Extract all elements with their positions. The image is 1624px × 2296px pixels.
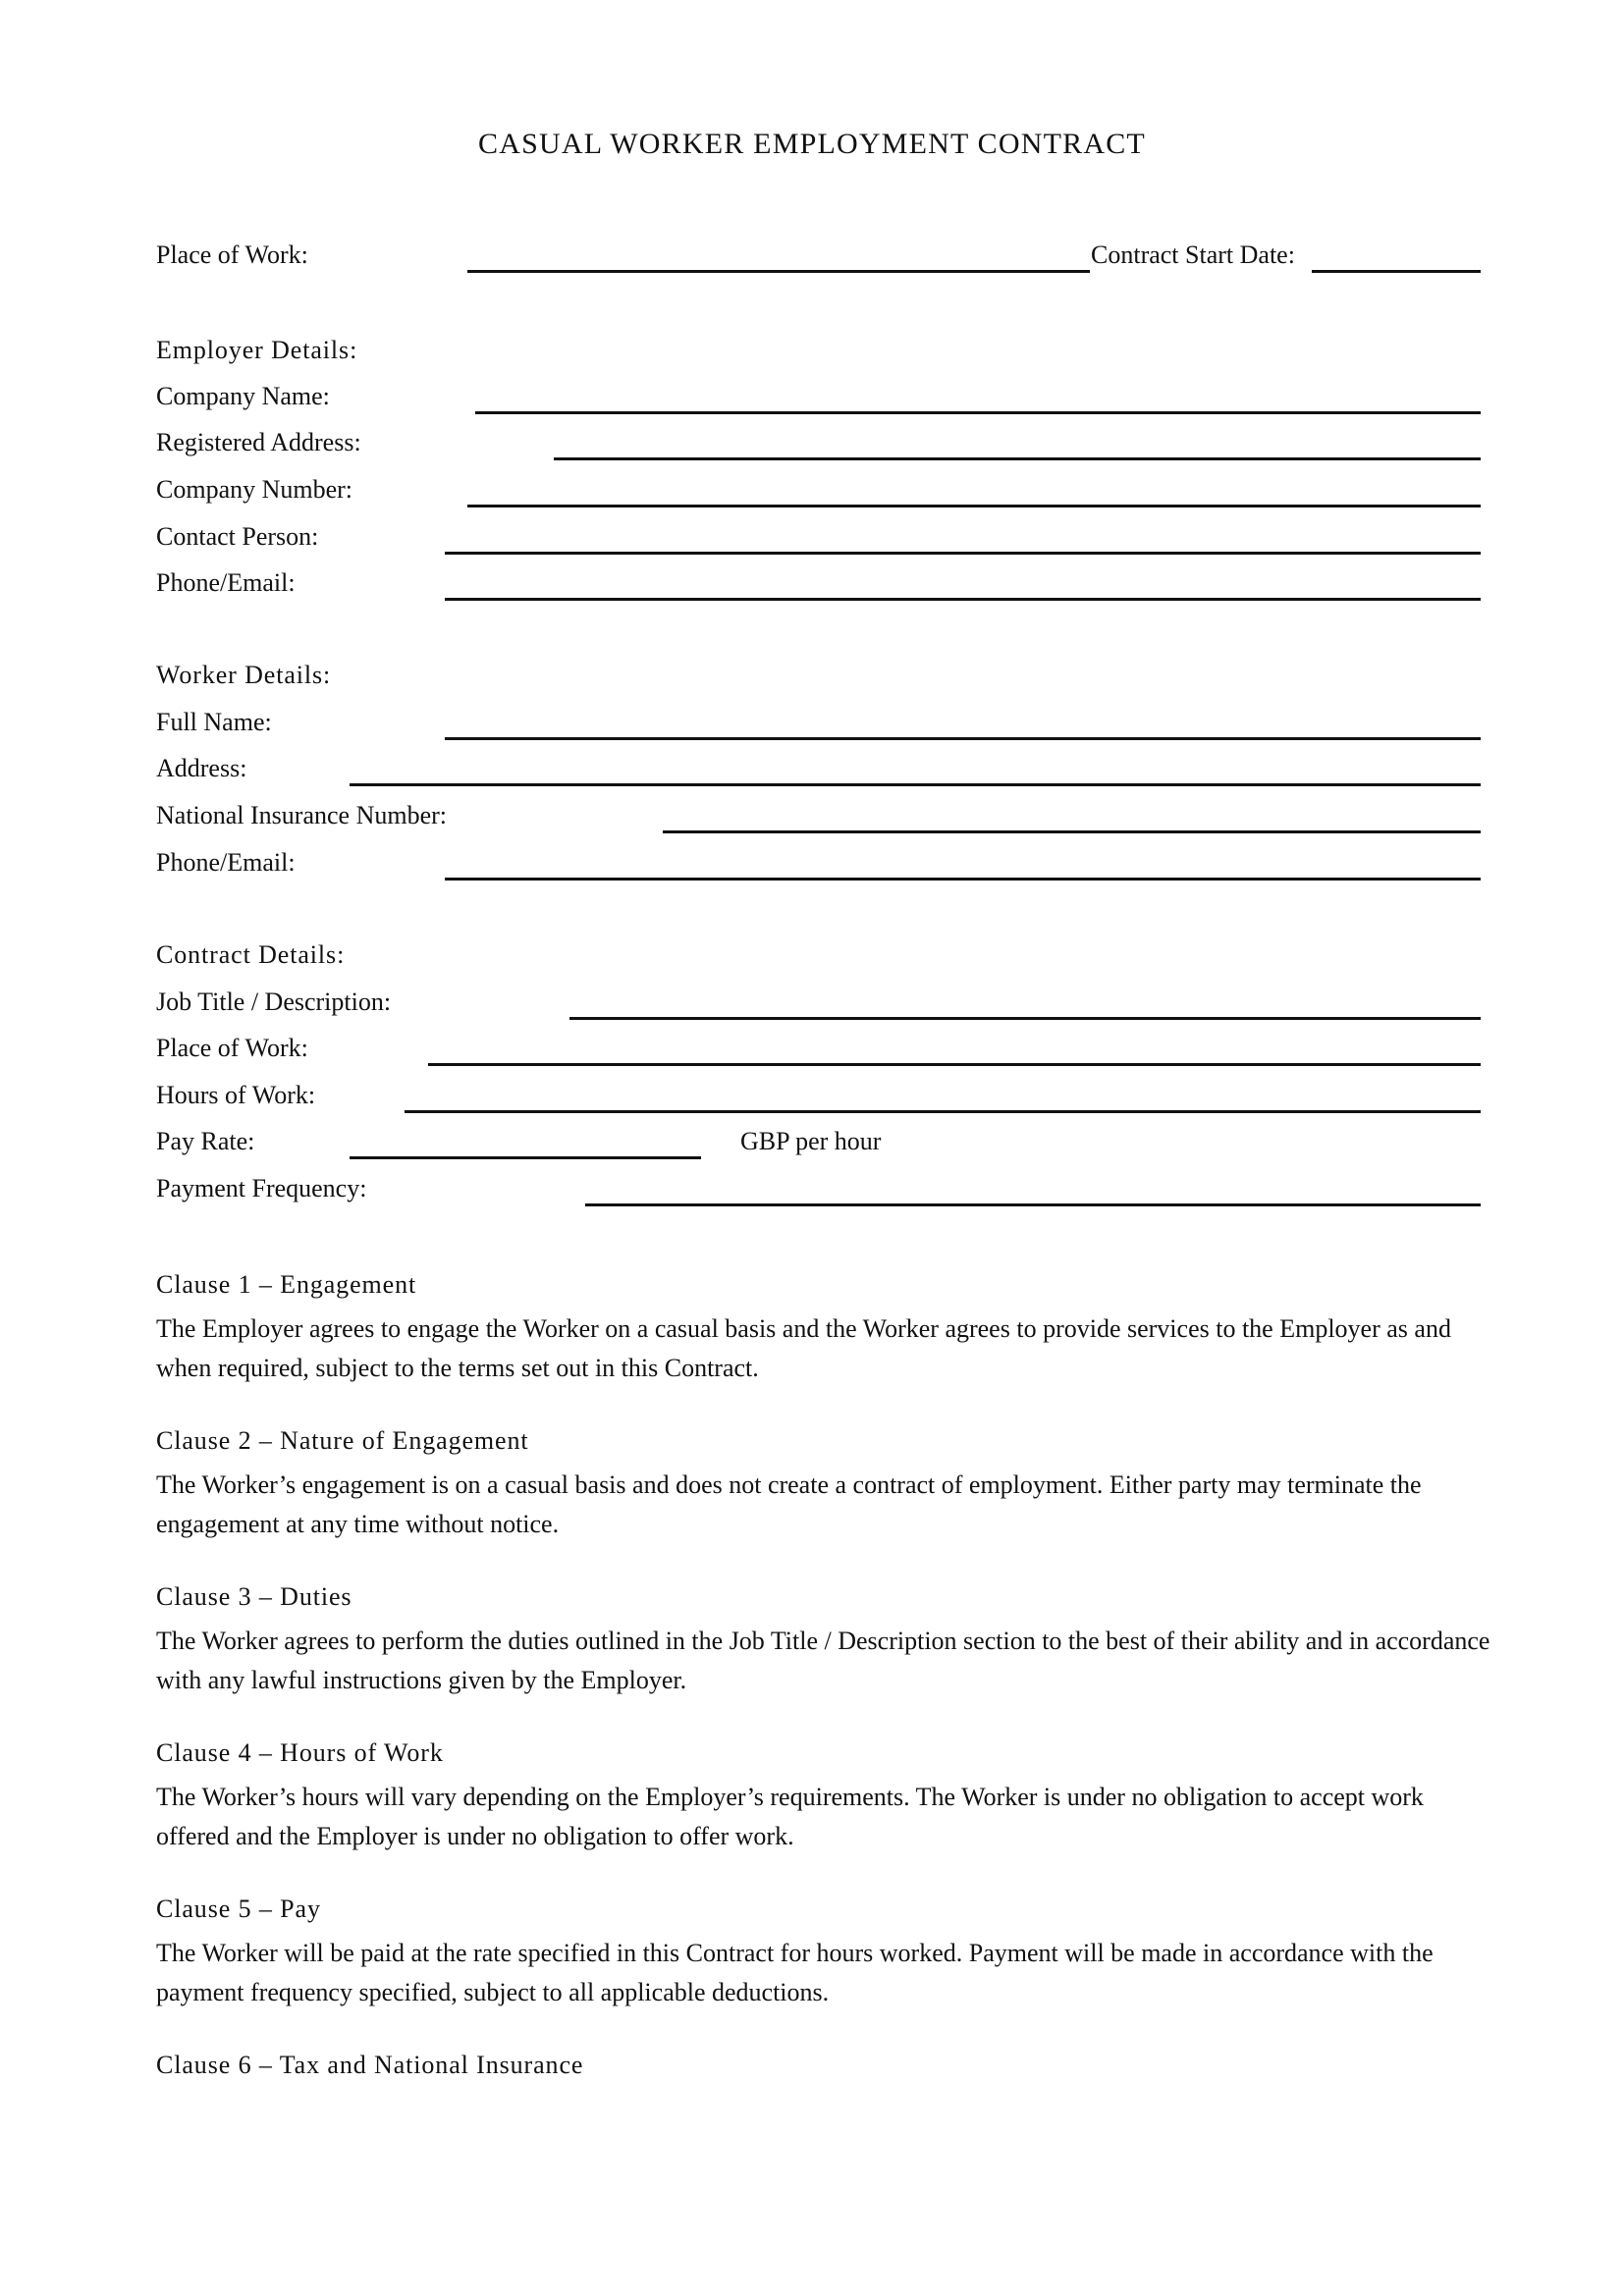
clause-4-heading: Clause 4 – Hours of Work [156, 1738, 444, 1767]
contract-start-date-label: Contract Start Date: [1091, 240, 1295, 269]
job-title-label: Job Title / Description: [156, 988, 392, 1016]
clause-6-heading: Clause 6 – Tax and National Insurance [156, 2051, 584, 2079]
contract-place-of-work-field[interactable] [428, 1063, 1481, 1066]
clause-1-heading: Clause 1 – Engagement [156, 1270, 417, 1299]
company-name-field[interactable] [475, 411, 1481, 414]
contact-person-label: Contact Person: [156, 522, 319, 551]
worker-details-heading: Worker Details: [156, 661, 332, 689]
clause-5-heading: Clause 5 – Pay [156, 1895, 321, 1923]
company-name-label: Company Name: [156, 382, 330, 410]
full-name-field[interactable] [445, 737, 1481, 740]
company-number-label: Company Number: [156, 475, 353, 504]
place-of-work-label: Place of Work: [156, 240, 308, 269]
document-title: CASUAL WORKER EMPLOYMENT CONTRACT [478, 128, 1146, 160]
pay-unit-label: GBP per hour [740, 1127, 882, 1155]
hours-of-work-field[interactable] [405, 1110, 1481, 1113]
place-of-work-field[interactable] [467, 270, 1090, 273]
address-field[interactable] [350, 783, 1481, 786]
employer-phone-email-field[interactable] [445, 598, 1481, 601]
contact-person-field[interactable] [445, 552, 1481, 555]
contract-start-date-field[interactable] [1312, 270, 1481, 273]
clause-5-text: The Worker will be paid at the rate specified in this Contract for hours worked. Payment will be made in accordance with the payment frequency specified, subject to all applicable deductions. [156, 1939, 1434, 2006]
contract-place-of-work-label: Place of Work: [156, 1034, 308, 1062]
full-name-label: Full Name: [156, 708, 272, 736]
clause-2-text: The Worker’s engagement is on a casual basis and does not create a contract of employment. Either party may terminate the engagement at any time without notice. [156, 1470, 1422, 1538]
employer-phone-email-label: Phone/Email: [156, 568, 296, 597]
employer-details-heading: Employer Details: [156, 336, 358, 364]
clause-3-heading: Clause 3 – Duties [156, 1582, 352, 1611]
clause-4-text: The Worker’s hours will vary depending on the Employer’s requirements. The Worker is under no obligation to accept work offered and the Employer is under no obligation to offer work. [156, 1783, 1424, 1850]
ni-number-label: National Insurance Number: [156, 801, 448, 829]
ni-number-field[interactable] [663, 830, 1481, 833]
company-number-field[interactable] [467, 505, 1481, 507]
registered-address-field[interactable] [554, 457, 1481, 460]
pay-rate-field[interactable] [350, 1156, 701, 1159]
worker-phone-email-field[interactable] [445, 878, 1481, 881]
worker-phone-email-label: Phone/Email: [156, 848, 296, 877]
registered-address-label: Registered Address: [156, 428, 361, 456]
payment-frequency-label: Payment Frequency: [156, 1174, 367, 1202]
address-label: Address: [156, 754, 247, 782]
payment-frequency-field[interactable] [585, 1203, 1481, 1206]
clause-3-text: The Worker agrees to perform the duties outlined in the Job Title / Description section to the best of their ability and in accordance with any lawful instructions given by the Employer. [156, 1627, 1490, 1694]
contract-details-heading: Contract Details: [156, 940, 346, 969]
pay-rate-label: Pay Rate: [156, 1127, 255, 1155]
clause-2-heading: Clause 2 – Nature of Engagement [156, 1426, 529, 1455]
job-title-field[interactable] [569, 1017, 1481, 1020]
hours-of-work-label: Hours of Work: [156, 1081, 316, 1109]
clause-1-text: The Employer agrees to engage the Worker on a casual basis and the Worker agrees to provide services to the Employer as and when required, subject to the terms set out in this Contract. [156, 1314, 1451, 1382]
